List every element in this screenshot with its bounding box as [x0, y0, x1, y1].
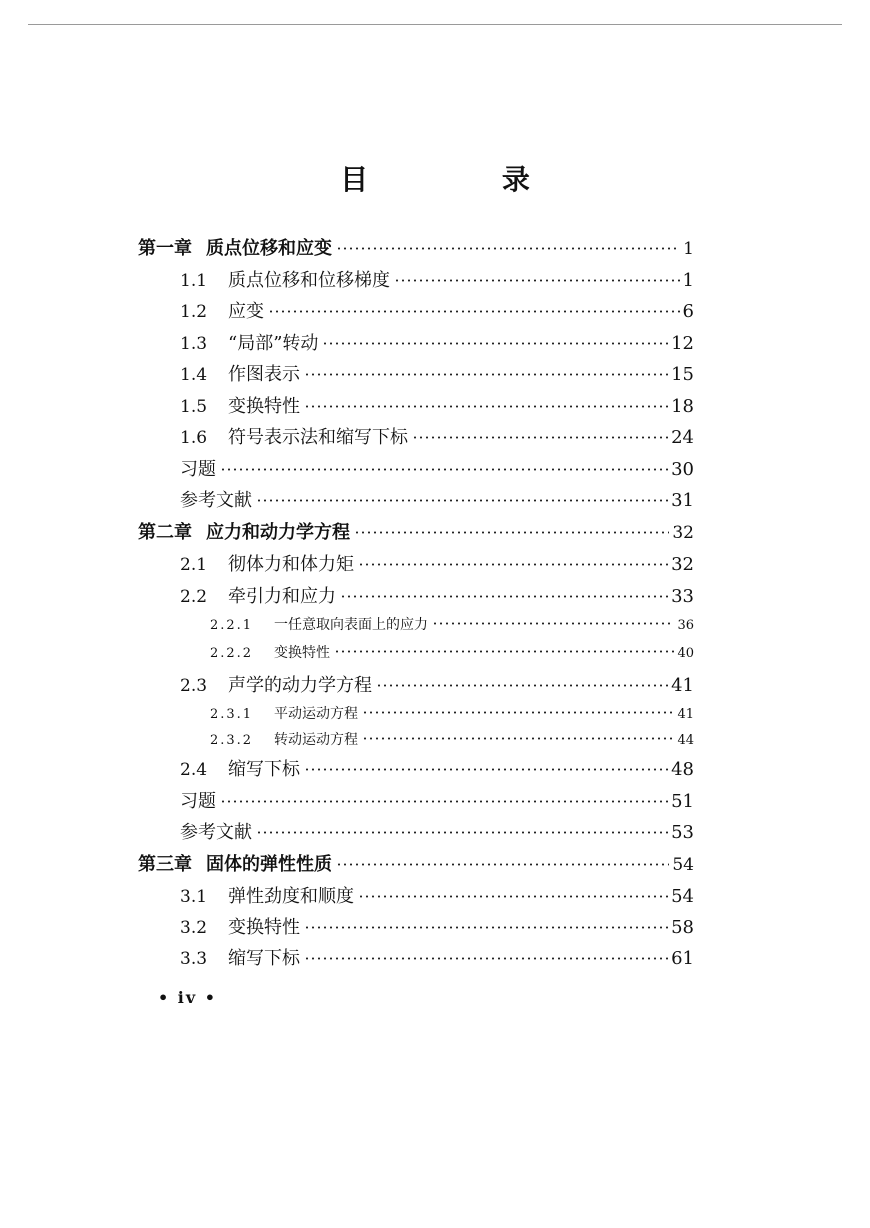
section-title: 符号表示法和缩写下标 — [228, 427, 408, 448]
toc-section — [180, 360, 694, 386]
page-number: 44 — [677, 733, 694, 748]
dot-leader — [220, 800, 668, 803]
subsection-number: 2.3.2 — [210, 733, 254, 748]
dot-leader — [304, 768, 668, 771]
toc-subsection — [210, 614, 694, 640]
page-number: 32 — [671, 554, 694, 575]
toc-exercises — [180, 787, 694, 813]
chapter-number: 第一章 — [138, 238, 192, 259]
section-title: 声学的动力学方程 — [228, 675, 372, 696]
section-number: 3.2 — [180, 918, 208, 938]
page-number: 36 — [677, 618, 694, 633]
dot-leader — [334, 650, 674, 653]
toc-section — [180, 329, 694, 355]
section-number: 1.6 — [180, 428, 208, 448]
section-number: 1.4 — [180, 365, 208, 385]
toc-section — [180, 755, 694, 781]
toc-section — [180, 944, 694, 970]
section-title: 质点位移和位移梯度 — [228, 270, 390, 291]
chapter-number: 第二章 — [138, 522, 192, 543]
subsection-title: 平动运动方程 — [274, 706, 358, 722]
toc-section — [180, 913, 694, 939]
page-number: 1 — [682, 270, 694, 291]
chapter-title: 应力和动力学方程 — [206, 522, 350, 543]
section-title: 缩写下标 — [228, 759, 300, 780]
subsection-number: 2.2.1 — [210, 618, 254, 633]
page-number: 30 — [671, 459, 694, 480]
section-number: 3.1 — [180, 887, 208, 907]
page-number: 12 — [671, 333, 694, 354]
section-number: 3.3 — [180, 949, 208, 969]
page-number: 15 — [671, 364, 694, 385]
toc-references — [180, 486, 694, 512]
dot-leader — [354, 531, 669, 534]
page-number: 32 — [672, 523, 694, 543]
page-footer-number: • iv • — [158, 988, 217, 1007]
page-number: 33 — [671, 586, 694, 607]
dot-leader — [322, 342, 668, 345]
toc-chapter-3 — [138, 850, 694, 876]
page-number: 48 — [671, 759, 694, 780]
dot-leader — [336, 863, 669, 866]
section-number: 1.5 — [180, 397, 208, 417]
section-number: 1.3 — [180, 334, 208, 354]
page-number: 61 — [671, 948, 694, 969]
dot-leader — [304, 373, 668, 376]
page-title: 目 录 — [340, 163, 592, 196]
toc-section — [180, 423, 694, 449]
chapter-title: 固体的弹性性质 — [206, 854, 332, 875]
dot-leader — [268, 310, 680, 313]
section-title: 彻体力和体力矩 — [228, 554, 354, 575]
toc-section — [180, 882, 694, 908]
dot-leader — [340, 595, 668, 598]
toc-subsection — [210, 729, 694, 755]
dot-leader — [376, 684, 668, 687]
page-number: 40 — [677, 646, 694, 661]
chapter-title: 质点位移和应变 — [206, 238, 332, 259]
dot-leader — [362, 737, 674, 740]
entry-title: 习题 — [180, 791, 216, 812]
page-number: 18 — [671, 396, 694, 417]
section-title: 弹性劲度和顺度 — [228, 886, 354, 907]
dot-leader — [336, 247, 680, 250]
dot-leader — [256, 831, 668, 834]
dot-leader — [304, 405, 668, 408]
section-title: 牵引力和应力 — [228, 586, 336, 607]
section-number: 2.4 — [180, 760, 208, 780]
toc-section — [180, 582, 694, 608]
section-title: 变换特性 — [228, 917, 300, 938]
toc-references — [180, 818, 694, 844]
dot-leader — [394, 279, 680, 282]
page-number: 31 — [671, 490, 694, 511]
toc-chapter-1 — [138, 234, 694, 260]
dot-leader — [432, 622, 674, 625]
subsection-title: 变换特性 — [274, 645, 330, 661]
entry-title: 参考文献 — [180, 822, 252, 843]
section-title: 应变 — [228, 301, 264, 322]
section-number: 2.2 — [180, 587, 208, 607]
section-title: 缩写下标 — [228, 948, 300, 969]
dot-leader — [304, 957, 668, 960]
toc-subsection — [210, 642, 694, 668]
dot-leader — [256, 499, 668, 502]
page-number: 54 — [671, 886, 694, 907]
section-number: 1.2 — [180, 302, 208, 322]
entry-title: 参考文献 — [180, 490, 252, 511]
page-number: 41 — [677, 707, 694, 722]
page-number: 58 — [671, 917, 694, 938]
section-number: 1.1 — [180, 271, 208, 291]
chapter-number: 第三章 — [138, 854, 192, 875]
dot-leader — [358, 895, 668, 898]
page-number: 54 — [672, 855, 694, 875]
section-title: 变换特性 — [228, 396, 300, 417]
section-title: “局部”转动 — [228, 333, 319, 354]
dot-leader — [412, 436, 668, 439]
toc-section — [180, 266, 694, 292]
subsection-number: 2.2.2 — [210, 646, 254, 661]
toc-subsection — [210, 703, 694, 729]
dot-leader — [362, 711, 674, 714]
dot-leader — [304, 926, 668, 929]
subsection-title: 转动运动方程 — [274, 732, 358, 748]
entry-title: 习题 — [180, 459, 216, 480]
section-number: 2.3 — [180, 676, 208, 696]
page-number: 1 — [683, 239, 694, 259]
toc-section — [180, 392, 694, 418]
page-number: 53 — [671, 822, 694, 843]
page-number: 41 — [671, 675, 694, 696]
toc-section — [180, 671, 694, 697]
dot-leader — [358, 563, 668, 566]
subsection-title: 一任意取向表面上的应力 — [274, 617, 428, 633]
subsection-number: 2.3.1 — [210, 707, 254, 722]
toc-section — [180, 550, 694, 576]
dot-leader — [220, 468, 668, 471]
page-number: 24 — [671, 427, 694, 448]
page-number: 51 — [671, 791, 694, 812]
page-number: 6 — [682, 301, 694, 322]
section-title: 作图表示 — [228, 364, 300, 385]
toc-exercises — [180, 455, 694, 481]
toc-section — [180, 297, 694, 323]
top-rule — [28, 24, 842, 25]
toc-chapter-2 — [138, 518, 694, 544]
section-number: 2.1 — [180, 555, 208, 575]
